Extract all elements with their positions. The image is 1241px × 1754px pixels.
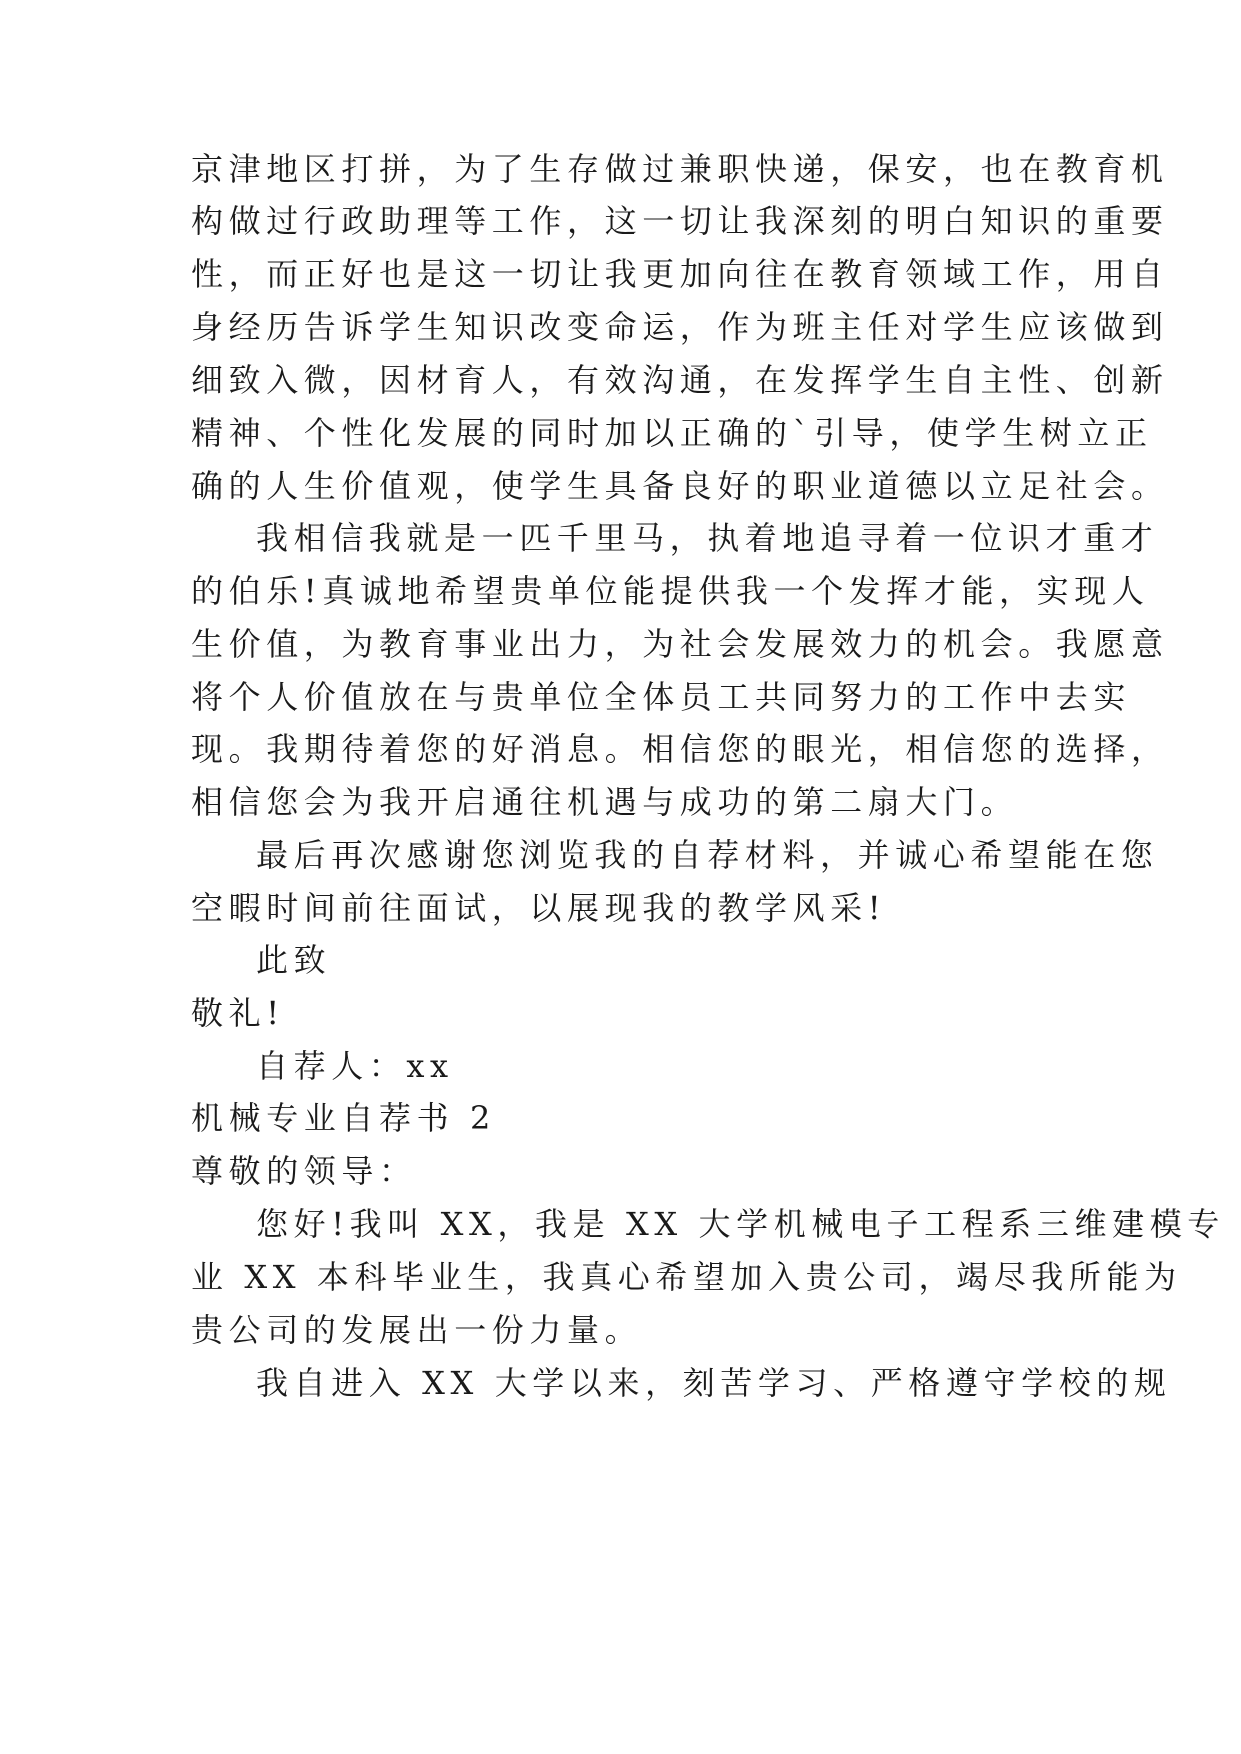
text-line: 空暇时间前往面试，以展现我的教学风采! (191, 889, 887, 927)
text-line: 我自进入 XX 大学以来，刻苦学习、严格遵守学校的规 (256, 1364, 1172, 1402)
text-line: 生价值，为教育事业出力，为社会发展效力的机会。我愿意 (191, 625, 1169, 663)
text-line: 的伯乐!真诚地希望贵单位能提供我一个发挥才能，实现人 (191, 572, 1150, 610)
text-line: 确的人生价值观，使学生具备良好的职业道德以立足社会。 (191, 467, 1169, 505)
text-line: 此致 (256, 941, 332, 979)
text-line: 构做过行政助理等工作，这一切让我深刻的明白知识的重要 (191, 202, 1169, 240)
text-line: 将个人价值放在与贵单位全体员工共同努力的工作中去实 (191, 678, 1132, 716)
text-line: 相信您会为我开启通往机遇与成功的第二扇大门。 (191, 783, 1019, 821)
text-line: 现。我期待着您的好消息。相信您的眼光，相信您的选择， (191, 730, 1169, 768)
text-line: 细致入微，因材育人，有效沟通，在发挥学生自主性、创新 (191, 361, 1169, 399)
text-line: 京津地区打拼，为了生存做过兼职快递，保安，也在教育机 (191, 150, 1169, 188)
text-line: 我相信我就是一匹千里马，执着地追寻着一位识才重才 (256, 519, 1159, 557)
text-line: 自荐人：xx (256, 1047, 454, 1085)
text-line: 尊敬的领导： (191, 1152, 417, 1190)
text-line: 性，而正好也是这一切让我更加向往在教育领域工作，用自 (191, 255, 1169, 293)
text-line: 身经历告诉学生知识改变命运，作为班主任对学生应该做到 (191, 308, 1169, 346)
text-line: 敬礼! (191, 994, 285, 1032)
text-line: 精神、个性化发展的同时加以正确的`引导，使学生树立正 (191, 414, 1153, 452)
text-line: 您好!我叫 XX，我是 XX 大学机械电子工程系三维建模专 (256, 1205, 1225, 1243)
text-line: 贵公司的发展出一份力量。 (191, 1311, 643, 1349)
text-line: 业 XX 本科毕业生，我真心希望加入贵公司，竭尽我所能为 (191, 1258, 1182, 1296)
text-line: 机械专业自荐书 2 (191, 1099, 496, 1137)
text-line: 最后再次感谢您浏览我的自荐材料，并诚心希望能在您 (256, 836, 1159, 874)
